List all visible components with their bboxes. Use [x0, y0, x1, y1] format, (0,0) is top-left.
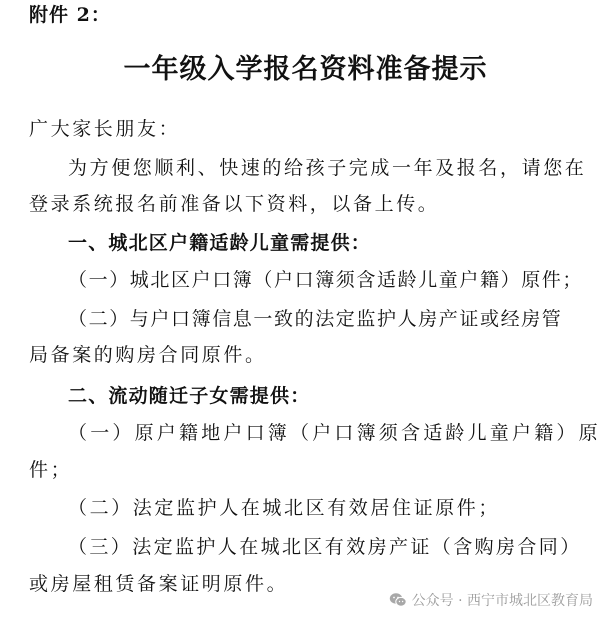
attachment-label: 附件 2： — [29, 4, 111, 26]
requirement-item: （三）法定监护人在城北区有效房产证（含购房合同） — [68, 536, 582, 558]
requirement-item: （二）法定监护人在城北区有效居住证原件； — [68, 497, 501, 519]
requirement-item: （一）原户籍地户口簿（户口簿须含适龄儿童户籍）原 — [68, 422, 601, 444]
requirement-item: （一）城北区户口簿（户口簿须含适龄儿童户籍）原件； — [68, 269, 584, 291]
greeting: 广大家长朋友： — [29, 118, 181, 140]
section-heading-migrant-children: 二、流动随迁子女需提供： — [68, 385, 311, 407]
document-title: 一年级入学报名资料准备提示 — [123, 54, 488, 85]
intro-paragraph-line: 登录系统报名前准备以下资料，以备上传。 — [29, 193, 440, 215]
wechat-icon — [389, 592, 407, 608]
requirement-item: （二）与户口簿信息一致的法定监护人房产证或经房管 — [68, 308, 563, 330]
watermark — [389, 590, 593, 610]
requirement-item-continuation: 或房屋租赁备案证明原件。 — [29, 573, 289, 595]
section-heading-local-household: 一、城北区户籍适龄儿童需提供： — [68, 232, 372, 254]
watermark-text: 公众号 · 西宁市城北区教育局 — [411, 593, 593, 609]
intro-paragraph-line: 为方便您顺利、快速的给孩子完成一年及报名，请您在 — [68, 157, 587, 179]
requirement-item-continuation: 件； — [29, 459, 73, 481]
requirement-item-continuation: 局备案的购房合同原件。 — [29, 344, 267, 366]
